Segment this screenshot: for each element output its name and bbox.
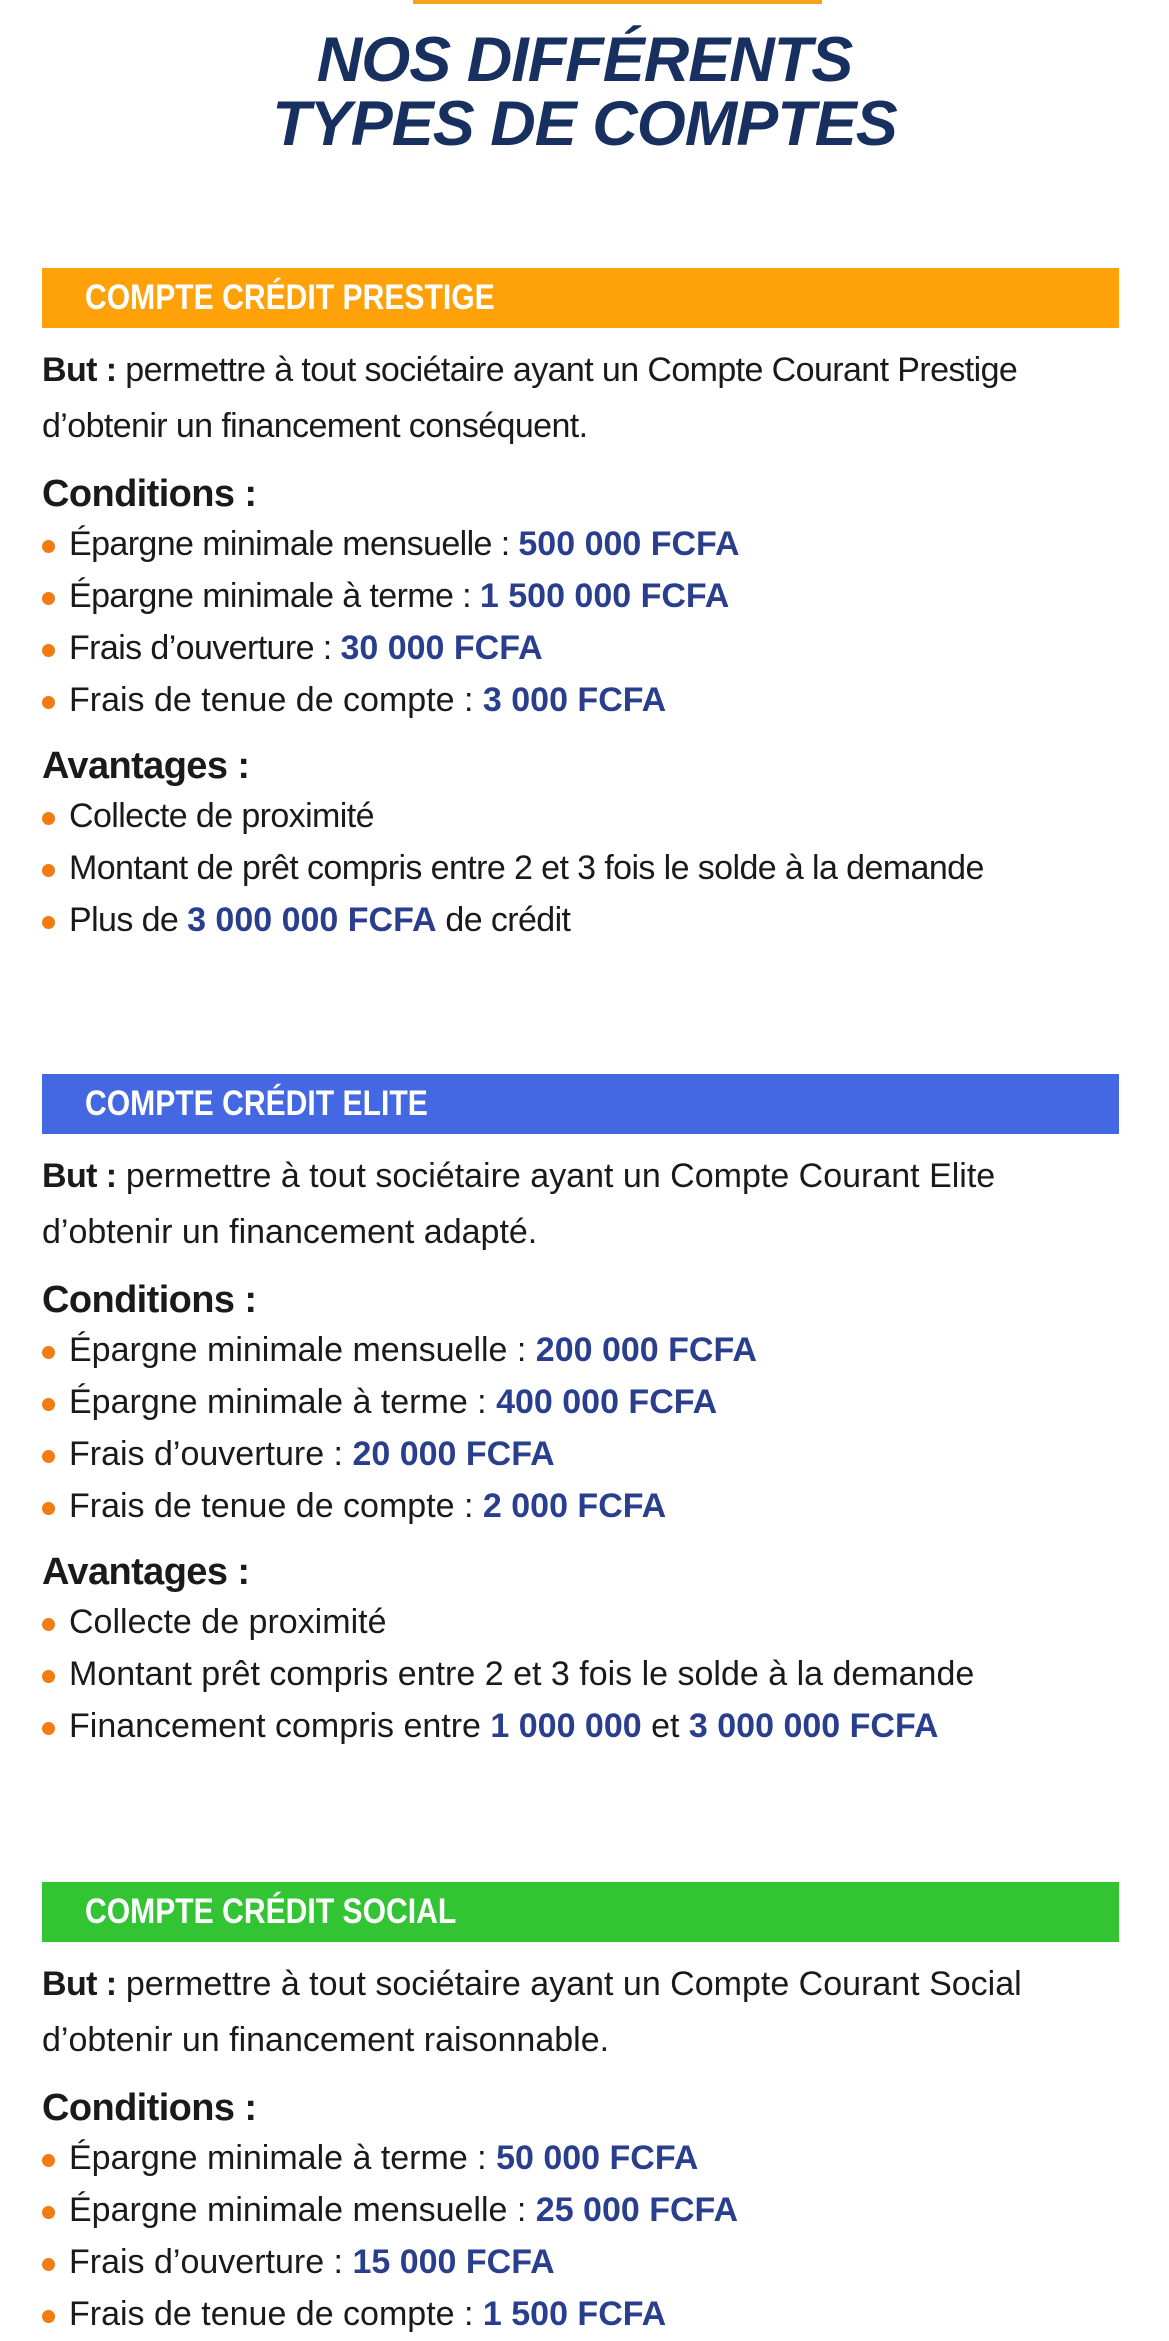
bullet-icon bbox=[42, 1346, 55, 1359]
but-label: But : bbox=[42, 1965, 117, 2003]
condition-text: Épargne minimale à terme : bbox=[69, 577, 480, 615]
bullet-icon bbox=[42, 592, 55, 605]
condition-text: Épargne minimale à terme : bbox=[69, 1383, 497, 1421]
conditions-list bbox=[42, 2132, 1119, 2340]
avantage-value-2: 3 000 000 FCFA bbox=[688, 1707, 939, 1745]
bullet-icon bbox=[42, 2154, 55, 2167]
but-text: permettre à tout sociétaire ayant un Compte Courant Social d’obtenir un financement raisonnable. bbox=[42, 1965, 1022, 2059]
section-title: COMPTE CRÉDIT PRESTIGE bbox=[85, 278, 495, 317]
section-title: COMPTE CRÉDIT SOCIAL bbox=[85, 1892, 457, 1931]
bullet-icon bbox=[42, 1722, 55, 1735]
bullet-icon bbox=[42, 1450, 55, 1463]
list-item bbox=[42, 622, 1119, 674]
condition-text: Épargne minimale mensuelle : bbox=[69, 1331, 536, 1369]
condition-value: 400 000 FCFA bbox=[496, 1383, 718, 1421]
avantage-text: Montant de prêt compris entre 2 et 3 fois le solde à la demande bbox=[69, 849, 984, 887]
avantages-list bbox=[42, 790, 1119, 946]
avantage-value: 1 000 000 bbox=[490, 1707, 642, 1745]
bullet-icon bbox=[42, 696, 55, 709]
list-item bbox=[42, 842, 1119, 894]
list-item bbox=[42, 1324, 1119, 1376]
bullet-icon bbox=[42, 1398, 55, 1411]
condition-text: Frais de tenue de compte : bbox=[69, 681, 483, 719]
section-band-social bbox=[42, 1882, 1119, 1942]
list-item bbox=[42, 1700, 1119, 1752]
section-title: COMPTE CRÉDIT ELITE bbox=[85, 1084, 428, 1123]
condition-text: Frais de tenue de compte : bbox=[69, 1487, 483, 1525]
avantages-list bbox=[42, 1596, 1119, 1752]
conditions-heading: Conditions : bbox=[42, 2087, 257, 2129]
list-item bbox=[42, 1596, 1119, 1648]
section-social bbox=[42, 1882, 1119, 2340]
conditions-list bbox=[42, 1324, 1119, 1532]
conditions-heading: Conditions : bbox=[42, 473, 257, 515]
condition-value: 20 000 FCFA bbox=[352, 1435, 555, 1473]
page-title-line-1: NOS DIFFÉRENTS bbox=[316, 25, 853, 95]
list-item bbox=[42, 2132, 1119, 2184]
condition-value: 25 000 FCFA bbox=[535, 2191, 739, 2229]
list-item bbox=[42, 570, 1119, 622]
list-item bbox=[42, 1428, 1119, 1480]
condition-value: 1 500 FCFA bbox=[482, 2295, 667, 2333]
page-title-line-2: TYPES DE COMPTES bbox=[272, 89, 897, 159]
section-elite bbox=[42, 1074, 1119, 1752]
avantages-heading: Avantages : bbox=[42, 745, 250, 787]
condition-value: 2 000 FCFA bbox=[482, 1487, 667, 1525]
bullet-icon bbox=[42, 644, 55, 657]
list-item bbox=[42, 1648, 1119, 1700]
condition-text: Épargne minimale mensuelle : bbox=[69, 2191, 536, 2229]
condition-value: 500 000 FCFA bbox=[518, 525, 740, 563]
condition-value: 15 000 FCFA bbox=[352, 2243, 555, 2281]
bullet-icon bbox=[42, 916, 55, 929]
section-band-elite bbox=[42, 1074, 1119, 1134]
list-item bbox=[42, 2236, 1119, 2288]
conditions-heading: Conditions : bbox=[42, 1279, 257, 1321]
list-item bbox=[42, 2288, 1119, 2340]
list-item bbox=[42, 894, 1119, 946]
avantage-text: Montant prêt compris entre 2 et 3 fois le solde à la demande bbox=[69, 1655, 975, 1693]
avantage-text: Financement compris entre bbox=[69, 1707, 491, 1745]
but-paragraph bbox=[42, 1956, 1119, 2068]
list-item bbox=[42, 790, 1119, 842]
avantage-text: Plus de bbox=[69, 901, 188, 939]
avantages-heading: Avantages : bbox=[42, 1551, 250, 1593]
list-item bbox=[42, 518, 1119, 570]
page-title bbox=[0, 25, 1169, 159]
condition-text: Épargne minimale à terme : bbox=[69, 2139, 497, 2177]
section-prestige bbox=[42, 268, 1119, 946]
condition-value: 50 000 FCFA bbox=[496, 2139, 699, 2177]
but-paragraph bbox=[42, 342, 1119, 454]
condition-value: 3 000 FCFA bbox=[482, 681, 667, 719]
avantage-text: Collecte de proximité bbox=[69, 1603, 387, 1641]
bullet-icon bbox=[42, 1618, 55, 1631]
bullet-icon bbox=[42, 2206, 55, 2219]
avantage-text-mid: et bbox=[641, 1707, 689, 1745]
bullet-icon bbox=[42, 2258, 55, 2271]
list-item bbox=[42, 1480, 1119, 1532]
bullet-icon bbox=[42, 1670, 55, 1683]
condition-text: Frais d’ouverture : bbox=[69, 629, 341, 667]
but-label: But : bbox=[42, 1157, 117, 1195]
bullet-icon bbox=[42, 864, 55, 877]
condition-text: Épargne minimale mensuelle : bbox=[69, 525, 519, 563]
bullet-icon bbox=[42, 2310, 55, 2323]
section-band-prestige bbox=[42, 268, 1119, 328]
conditions-list bbox=[42, 518, 1119, 726]
top-accent-bar bbox=[413, 0, 822, 4]
but-label: But : bbox=[42, 351, 117, 389]
bullet-icon bbox=[42, 1502, 55, 1515]
condition-text: Frais de tenue de compte : bbox=[69, 2295, 483, 2333]
bullet-icon bbox=[42, 540, 55, 553]
avantage-text-post: de crédit bbox=[436, 901, 571, 939]
condition-text: Frais d’ouverture : bbox=[69, 2243, 353, 2281]
avantage-text: Collecte de proximité bbox=[69, 797, 374, 835]
list-item bbox=[42, 674, 1119, 726]
but-paragraph bbox=[42, 1148, 1119, 1260]
condition-text: Frais d’ouverture : bbox=[69, 1435, 353, 1473]
but-text: permettre à tout sociétaire ayant un Compte Courant Prestige d’obtenir un financement conséquent. bbox=[42, 351, 1018, 445]
but-text: permettre à tout sociétaire ayant un Compte Courant Elite d’obtenir un financement adapté. bbox=[42, 1157, 996, 1251]
bullet-icon bbox=[42, 812, 55, 825]
avantage-value: 3 000 000 FCFA bbox=[187, 901, 437, 939]
condition-value: 1 500 000 FCFA bbox=[479, 577, 730, 615]
list-item bbox=[42, 1376, 1119, 1428]
condition-value: 200 000 FCFA bbox=[535, 1331, 757, 1369]
condition-value: 30 000 FCFA bbox=[340, 629, 543, 667]
list-item bbox=[42, 2184, 1119, 2236]
